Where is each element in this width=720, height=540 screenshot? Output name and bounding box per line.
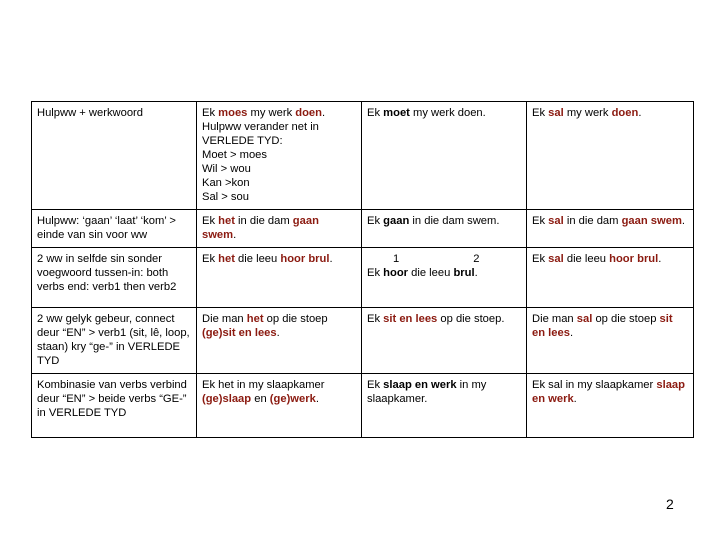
- present-example-cell: Ek slaap en werk in my slaapkamer.: [362, 374, 527, 438]
- note-line: Hulpww verander net in: [202, 121, 319, 133]
- table-row: [32, 308, 694, 374]
- note-line: Wil > wou: [202, 163, 251, 175]
- future-example-cell: Ek sal in die dam gaan swem.: [527, 210, 694, 248]
- rule-cell: Hulpww + werkwoord: [32, 102, 197, 210]
- past-example-cell: Ek moes my werk doen. Hulpww verander net in VERLEDE TYD: Moet > moes Wil > wou Kan >kon Sal > sou: [197, 102, 362, 210]
- future-example-cell: Ek sal my werk doen.: [527, 102, 694, 210]
- grammar-table: [31, 101, 694, 438]
- rule-cell: Kombinasie van verbs verbind deur “EN” > beide verbs “GE-” in VERLEDE TYD: [32, 374, 197, 438]
- note-line: Kan >kon: [202, 177, 250, 189]
- note-line: VERLEDE TYD:: [202, 135, 283, 147]
- past-example-cell: Ek het in die dam gaan swem.: [197, 210, 362, 248]
- future-example-cell: Ek sal die leeu hoor brul.: [527, 248, 694, 308]
- table-row: [32, 248, 694, 308]
- table-row: [32, 374, 694, 438]
- rule-cell: 2 ww in selfde sin sonder voegwoord tussen-in: both verbs end: verb1 then verb2: [32, 248, 197, 308]
- present-example-cell: Ek sit en lees op die stoep.: [362, 308, 527, 374]
- present-example-cell: Ek gaan in die dam swem.: [362, 210, 527, 248]
- table-row: [32, 102, 694, 210]
- page-number: 2: [666, 496, 674, 512]
- note-line: Moet > moes: [202, 149, 267, 161]
- note-line: Sal > sou: [202, 191, 249, 203]
- rule-cell: Hulpww: ‘gaan’ ‘laat’ ‘kom’ > einde van sin voor ww: [32, 210, 197, 248]
- past-example-cell: Die man het op die stoep (ge)sit en lees.: [197, 308, 362, 374]
- present-example-cell: 1 2 Ek hoor die leeu brul.: [362, 248, 527, 308]
- future-example-cell: Ek sal in my slaapkamer slaap en werk.: [527, 374, 694, 438]
- past-example-cell: Ek het die leeu hoor brul.: [197, 248, 362, 308]
- rule-cell: 2 ww gelyk gebeur, connect deur “EN” > verb1 (sit, lê, loop, staan) kry “ge-” in VERLEDE TYD: [32, 308, 197, 374]
- future-example-cell: Die man sal op die stoep sit en lees.: [527, 308, 694, 374]
- present-example-cell: Ek moet my werk doen.: [362, 102, 527, 210]
- past-example-cell: Ek het in my slaapkamer (ge)slaap en (ge)werk.: [197, 374, 362, 438]
- table-row: [32, 210, 694, 248]
